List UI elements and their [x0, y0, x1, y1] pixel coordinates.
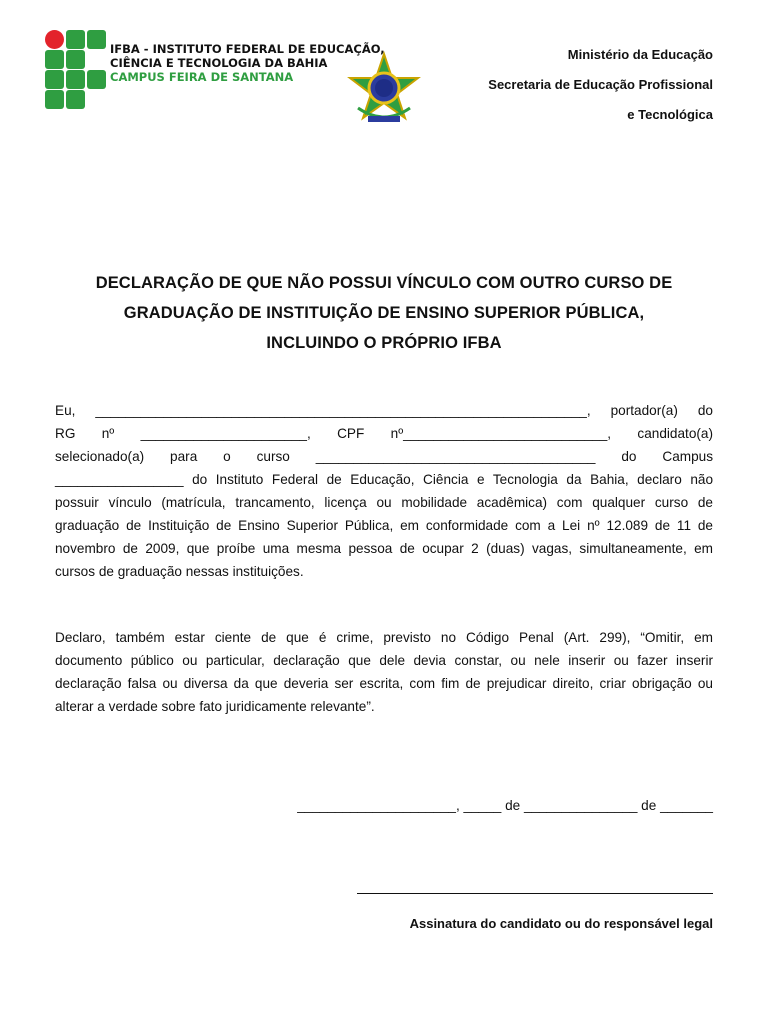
paragraph-line: alterar a verdade sobre fato juridicamente relevante”. [55, 699, 375, 714]
logo-line-2: CIÊNCIA E TECNOLOGIA DA BAHIA [110, 56, 328, 70]
logo-line-1: IFBA - INSTITUTO FEDERAL DE EDUCAÇÃO, [110, 42, 385, 56]
signature-caption: Assinatura do candidato ou do responsável legal [409, 916, 713, 931]
paragraph-line: cursos de graduação nessas instituições. [55, 564, 304, 579]
ifba-logo-icon [45, 30, 64, 49]
ministry-line-1: Ministério da Educação [567, 47, 713, 62]
date-line[interactable]: _____________________, _____ de _______________ de _______ [297, 798, 713, 813]
paragraph-line: Eu, _________________________________________________________________, portador(a) do [55, 403, 713, 418]
paragraph-line: graduação de Instituição de Ensino Superior Pública, em conformidade com a Lei nº 12.089 de 11 de [55, 518, 713, 533]
ifba-logo [40, 30, 385, 110]
logo-line-3: CAMPUS FEIRA DE SANTANA [110, 70, 294, 84]
title-line-3: INCLUINDO O PRÓPRIO IFBA [266, 334, 502, 352]
signature-line[interactable] [357, 893, 713, 894]
paragraph-line: Declaro, também estar ciente de que é crime, previsto no Código Penal (Art. 299), “Omitir, em [55, 630, 713, 645]
declaration-paragraph [55, 399, 713, 583]
paragraph-line: _________________ do Instituto Federal de Educação, Ciência e Tecnologia da Bahia, declaro não [55, 472, 713, 487]
ministry-line-3: e Tecnológica [627, 107, 713, 122]
title-line-2: GRADUAÇÃO DE INSTITUIÇÃO DE ENSINO SUPERIOR PÚBLICA, [123, 304, 645, 322]
brazil-coat-of-arms-icon [344, 50, 424, 130]
ministry-line-2: Secretaria de Educação Profissional [488, 77, 713, 92]
title-line-1: DECLARAÇÃO DE QUE NÃO POSSUI VÍNCULO COM OUTRO CURSO DE [95, 274, 673, 292]
penal-code-paragraph [55, 626, 713, 718]
paragraph-line: declaração falsa ou diversa da que deveria ser escrita, com fim de prejudicar direito, criar obrigação ou [55, 676, 713, 691]
document-title [60, 268, 708, 358]
ministry-header [488, 40, 713, 130]
paragraph-line: documento público ou particular, declaração que dele devia constar, ou nele inserir ou fazer inserir [55, 653, 713, 668]
paragraph-line: selecionado(a) para o curso _____________________________________ do Campus [55, 449, 713, 464]
paragraph-line: RG nº ______________________, CPF nº___________________________, candidato(a) [55, 426, 713, 441]
paragraph-line: possuir vínculo (matrícula, trancamento, licença ou mobilidade acadêmica) com qualquer curso de [55, 495, 713, 510]
paragraph-line: novembro de 2009, que proíbe uma mesma pessoa de ocupar 2 (duas) vagas, simultaneamente, em [55, 541, 713, 556]
